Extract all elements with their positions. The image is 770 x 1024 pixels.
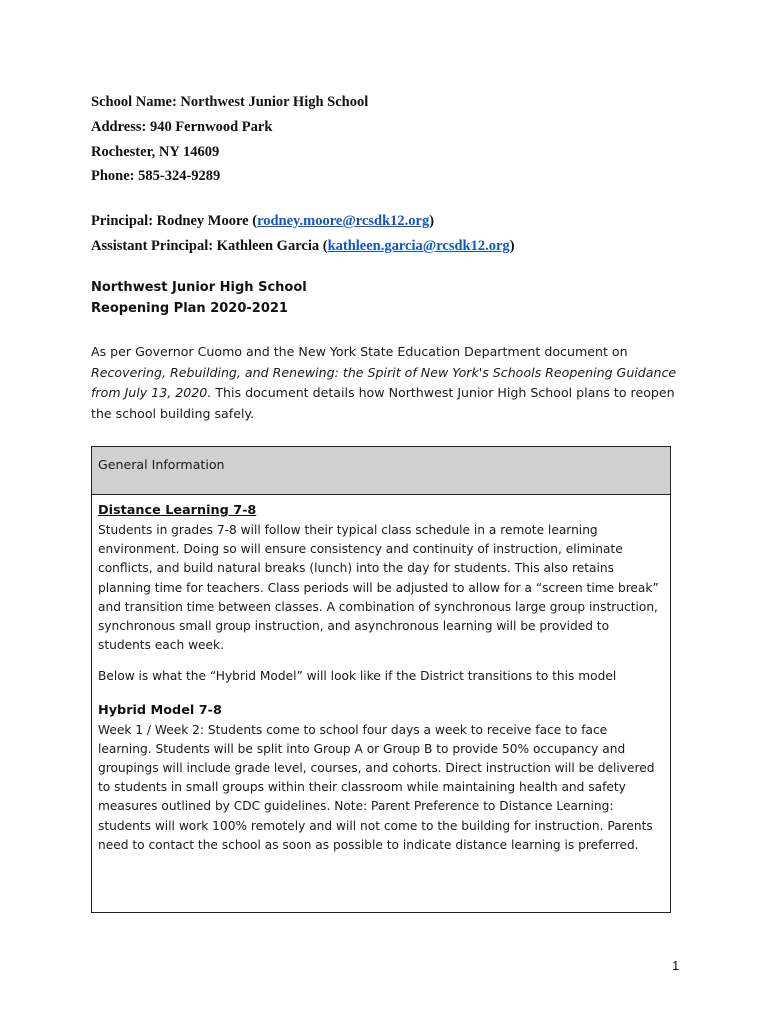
intro-paragraph xyxy=(91,342,681,424)
hybrid-model-heading: Hybrid Model 7-8 xyxy=(98,702,222,718)
school-name: School Name: Northwest Junior High School xyxy=(91,94,369,110)
intro-italic-title: Recovering, Rebuilding, and Renewing: the Spirit of New York's Schools Reopening Guidance from July 13, 2020. xyxy=(91,364,677,400)
principal-label: Principal: Rodney Moore ( xyxy=(91,213,258,229)
assistant-email-link[interactable]: kathleen.garcia@rcsdk12.org xyxy=(327,238,510,254)
general-information-table xyxy=(91,446,671,913)
distance-learning-text: Students in grades 7-8 will follow their typical class schedule in a remote learning environment. Doing so will ensure consistency and continuity of instruction, eliminate conflicts, and build natural breaks (lunch) into the day for students. This also retains planning time for teachers. Class periods will be adjusted to allow for a “screen time break” and transition time between classes. A combination of synchronous large group instruction, synchronous small group instruction, and asynchronous learning will be provided to students each week. xyxy=(98,523,659,653)
school-phone: Phone: 585-324-9289 xyxy=(91,168,221,184)
principal-close: ) xyxy=(429,213,435,229)
intro-lead: As per Governor Cuomo and the New York State Education Department document on xyxy=(91,344,628,359)
assistant-label: Assistant Principal: Kathleen Garcia ( xyxy=(91,238,328,254)
school-city: Rochester, NY 14609 xyxy=(91,144,220,160)
distance-learning-heading: Distance Learning 7-8 xyxy=(98,503,257,518)
hybrid-intro-text: Below is what the “Hybrid Model” will look like if the District transitions to this model xyxy=(98,669,617,684)
table-body-cell xyxy=(92,495,670,855)
intro-tail: This document details how Northwest Junior High School plans to reopen the school building safely. xyxy=(91,385,675,421)
table-header-label: General Information xyxy=(98,457,225,472)
principal-email-link[interactable]: rodney.moore@rcsdk12.org xyxy=(257,213,430,229)
plan-title-school: Northwest Junior High School xyxy=(91,280,307,295)
school-address: Address: 940 Fernwood Park xyxy=(91,119,273,135)
page-number: 1 xyxy=(672,958,680,973)
assistant-principal-line xyxy=(91,238,515,255)
hybrid-model-text: Week 1 / Week 2: Students come to school four days a week to receive face to face learning. Students will be split into Group A or Group B to provide 50% occupancy and groupings will include grade level, courses, and cohorts. Direct instruction will be delivered to students in small groups within their classroom while maintaining health and safety measures outlined by CDC guidelines. Note: Parent Preference to Distance Learning: students will work 100% remotely and will not come to the building for instruction. Parents need to contact the school as soon as possible to indicate distance learning is preferred. xyxy=(98,722,655,852)
assistant-close: ) xyxy=(509,238,515,254)
principal-line xyxy=(91,213,434,230)
plan-title-year: Reopening Plan 2020-2021 xyxy=(91,301,288,316)
table-header-row xyxy=(92,447,670,495)
